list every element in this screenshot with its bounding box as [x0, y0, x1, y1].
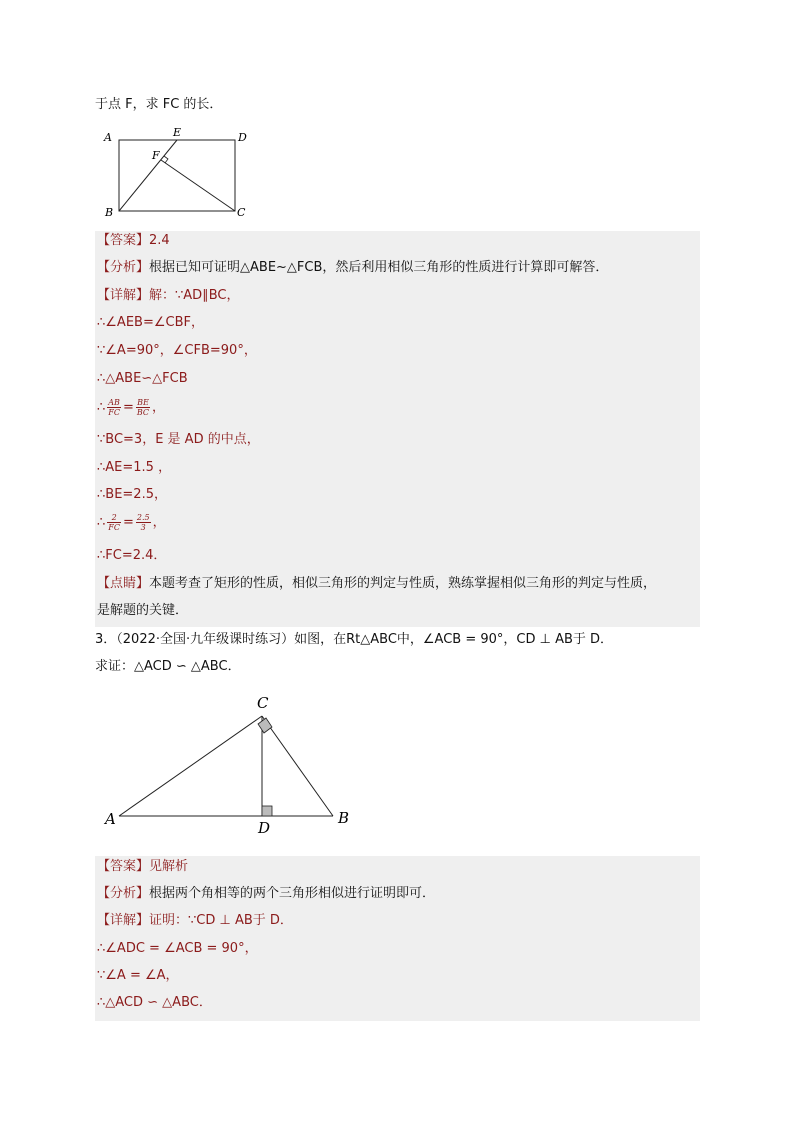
label-F: F: [152, 149, 160, 162]
q2-comment-line-2: 是解题的关键．: [97, 603, 189, 618]
frac1-numerator-2: BE: [137, 398, 149, 407]
detail-tag: 【详解】: [97, 288, 150, 303]
q2-step-1: ∴∠AEB=∠CBF，: [97, 315, 204, 330]
q3-step-3: ∴△ACD ∽ △ABC．: [97, 995, 212, 1010]
q3-question-line-1: 3．（2022·全国·九年级课时练习）如图，在Rt△ABC中，∠ACB = 90°，CD ⊥ AB于 D．: [95, 632, 614, 647]
frac2-numerator-1: 2: [107, 513, 121, 523]
q2-analysis: [97, 259, 608, 277]
frac2-prefix: ∴: [97, 515, 106, 530]
q3-detail: [97, 912, 293, 930]
frac1-denominator-2: BC: [136, 408, 150, 417]
q2-comment: [97, 575, 656, 593]
comment-line-1: 本题考查了矩形的性质，相似三角形的判定与性质，熟练掌握相似三角形的判定与性质，: [149, 576, 657, 591]
label-D: D: [258, 819, 271, 837]
label-E: E: [173, 126, 182, 139]
q2-step-6: ∴BE=2.5，: [97, 487, 167, 502]
answer-tag: 【答案】: [97, 859, 150, 874]
comment-tag: 【点睛】: [97, 576, 150, 591]
analysis-tag: 【分析】: [97, 886, 150, 901]
label-C: C: [257, 694, 269, 712]
answer-tag: 【答案】: [97, 233, 150, 248]
right-triangle-figure: [100, 688, 360, 838]
detail-first: 证明：∵CD ⊥ AB于 D．: [149, 913, 293, 928]
label-B: B: [105, 206, 114, 219]
frac2-numerator-2: 2.5: [136, 513, 150, 522]
frac1-equals: =: [122, 400, 134, 415]
q2-answer: [97, 232, 170, 250]
q3-step-1: ∴∠ADC = ∠ACB = 90°，: [97, 941, 258, 956]
label-D: D: [238, 131, 247, 144]
frac1-denominator-1: FC: [108, 408, 120, 417]
label-A: A: [104, 131, 112, 144]
analysis-tag: 【分析】: [97, 260, 150, 275]
q2-step-3: ∴△ABE∽△FCB: [97, 371, 188, 386]
analysis-text: 根据已知可证明△ABE~△FCB，然后利用相似三角形的性质进行计算即可解答．: [149, 260, 609, 275]
rectangle-figure: [100, 124, 260, 222]
frac1-numerator-1: AB: [108, 398, 120, 407]
q3-question-line-2: 求证：△ACD ∽ △ABC．: [95, 659, 241, 674]
q3-analysis: [97, 885, 435, 903]
q2-step-2: ∵∠A=90°，∠CFB=90°，: [97, 343, 257, 358]
answer-value: 2.4: [149, 233, 170, 248]
q3-answer: [97, 858, 188, 876]
question-intro-line: 于点 F，求 FC 的长．: [95, 97, 223, 112]
frac2-suffix: ，: [152, 515, 166, 530]
frac1-suffix: ，: [152, 400, 166, 415]
answer-value: 见解析: [149, 859, 189, 874]
frac1-prefix: ∴: [97, 400, 106, 415]
q3-step-2: ∵∠A = ∠A，: [97, 968, 179, 983]
frac2-equals: =: [122, 515, 134, 530]
q2-detail: [97, 287, 239, 305]
q2-final-step: ∴FC=2.4．: [97, 548, 167, 563]
q2-step-4: ∵BC=3，E 是 AD 的中点，: [97, 432, 260, 447]
frac2-denominator-2: 3: [140, 523, 146, 532]
label-A: A: [105, 810, 116, 828]
q2-step-5: ∴AE=1.5 ，: [97, 460, 172, 475]
detail-tag: 【详解】: [97, 913, 150, 928]
label-B: B: [338, 809, 350, 827]
analysis-text: 根据两个角相等的两个三角形相似进行证明即可．: [149, 886, 436, 901]
frac2-denominator-1: FC: [108, 523, 120, 532]
q2-fraction-1: [97, 397, 165, 419]
detail-first: 解：∵AD∥BC，: [149, 288, 240, 303]
q2-fraction-2: [97, 512, 166, 534]
label-C: C: [237, 206, 246, 219]
